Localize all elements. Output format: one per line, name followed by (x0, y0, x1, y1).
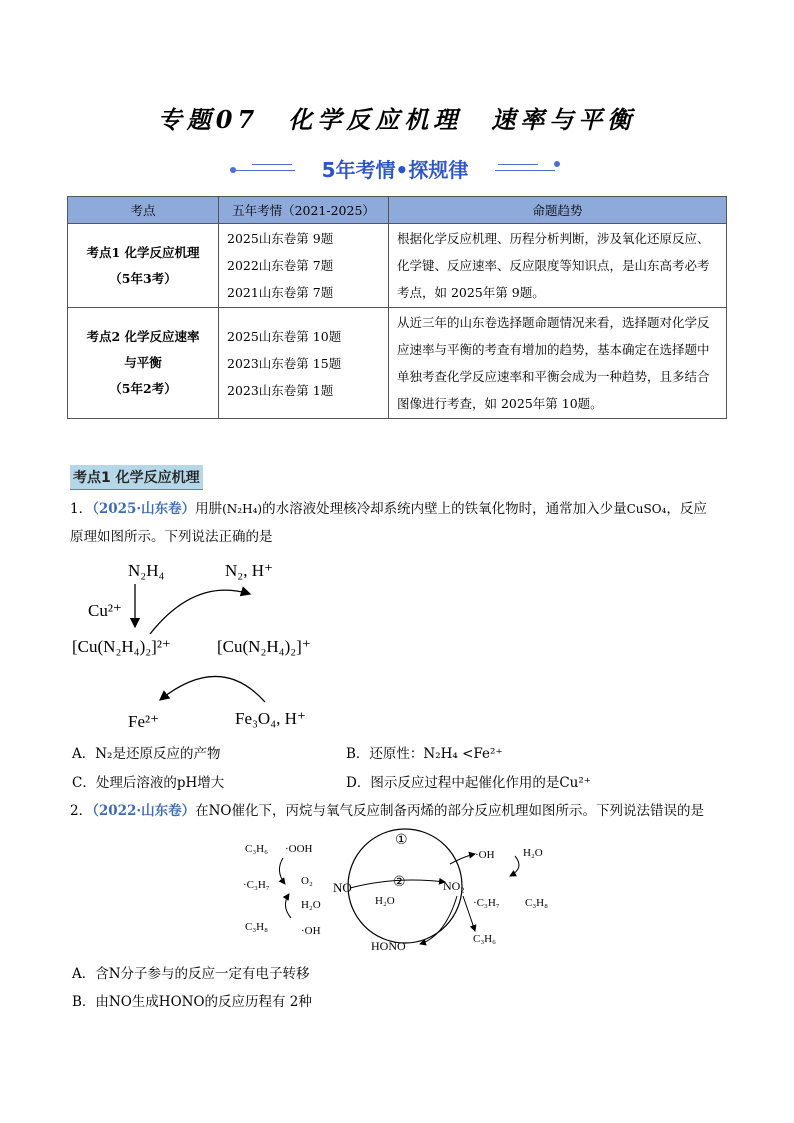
banner-line-left (235, 170, 295, 171)
arrow-top-arc (150, 590, 250, 634)
label-h2o: H₂O (523, 847, 543, 859)
label-no: NO (333, 880, 352, 895)
banner-text: 5年考情•探规律 (321, 158, 469, 182)
label-n2h4: N₂H₄ (128, 561, 165, 580)
question-text: 的水溶液处理核冷却系统内壁上的铁氧化物时，通常加入少量 (262, 501, 627, 517)
topic-name: 考点1 化学反应机理 (86, 244, 200, 260)
page-title: 专题07 化学反应机理 速率与平衡 (157, 105, 637, 134)
label-c3h8: C₃H₈ (525, 897, 548, 909)
question-source: （2025·山东卷） (92, 501, 196, 517)
formula: (N₂H₄) (222, 502, 263, 516)
topic-cell (68, 224, 219, 308)
label-oh: ·OH (475, 849, 495, 861)
label-fe3o4: Fe₃O₄, H⁺ (235, 709, 306, 728)
section-banner (230, 150, 560, 186)
formula: CuSO₄ (626, 502, 667, 516)
arrow (285, 894, 291, 918)
reaction-mechanism-diagram-1 (60, 552, 360, 737)
reaction-mechanism-diagram-2 (225, 826, 570, 956)
option-a: A．N₂是还原反应的产物 (72, 746, 221, 762)
exam-item: 2023山东卷第 1题 (227, 382, 334, 398)
label-ooh: ·OOH (285, 843, 313, 855)
question-text: ，反应 (666, 501, 707, 517)
option-a: A．含N分子参与的反应一定有电子转移 (72, 966, 310, 982)
exam-item: 2025山东卷第 9题 (227, 231, 334, 246)
exam-item: 2021山东卷第 7题 (227, 285, 334, 300)
label-h2o: H₂O (301, 899, 321, 911)
question-text: 用肼 (195, 501, 223, 517)
exam-item: 2023山东卷第 15题 (227, 355, 342, 371)
exams-cell (219, 224, 389, 308)
banner-line-left-2 (252, 164, 292, 165)
topic-cell (68, 308, 219, 419)
question-text: 原理如图所示。下列说法正确的是 (70, 529, 273, 545)
topic-count: （5年3考） (109, 270, 177, 286)
label-complex-1: [Cu(N₂H₄)₂]²⁺ (72, 637, 171, 656)
label-o2: O₂ (301, 875, 313, 887)
label-c3h7: ·C₃H₇ (473, 897, 500, 909)
label-cu2: Cu²⁺ (88, 601, 122, 620)
arrow (510, 856, 519, 876)
topic-name: 考点2 化学反应速率 (86, 329, 200, 344)
option-b: B．由NO生成HONO的反应历程有 2种 (72, 994, 312, 1010)
label-c3h6: C₃H₆ (245, 843, 268, 855)
option-d: D．图示反应过程中起催化作用的是Cu²⁺ (346, 775, 591, 791)
table-header: 五年考情（2021-2025） (219, 197, 389, 224)
option-b: B．还原性：N₂H₄ <Fe²⁺ (346, 746, 503, 762)
table-header: 考点 (68, 197, 219, 224)
label-no2: NO₂ (443, 879, 465, 893)
table-row (68, 308, 727, 419)
trend-cell: 根据化学反应机理、历程分析判断，涉及氧化还原反应、化学键、反应速率、反应限度等知识点，是山东高考必考考点，如 2025年第 9题。 (389, 224, 727, 308)
label-c3h7: ·C₃H₇ (243, 879, 270, 891)
option-c: C．处理后溶液的pH增大 (72, 775, 225, 791)
exam-item: 2022山东卷第 7题 (227, 258, 334, 273)
question-text: 在NO催化下，丙烷与氧气反应制备丙烯的部分反应机理如图所示。下列说法错误的是 (195, 803, 705, 819)
exam-item: 2025山东卷第 10题 (227, 328, 342, 344)
label-c3h6: C₃H₆ (473, 933, 496, 945)
step-2-label: ② (393, 875, 406, 890)
table-row (68, 224, 727, 308)
banner-line-right (495, 170, 555, 171)
topic-count: （5年2考） (109, 381, 177, 396)
label-hono: HONO (371, 939, 406, 953)
step-1-label: ① (395, 833, 408, 848)
arrow (279, 858, 285, 884)
label-complex-2: [Cu(N₂H₄)₂]⁺ (217, 637, 311, 656)
exams-cell (219, 308, 389, 419)
question-1-stem (70, 495, 730, 551)
question-number: 2． (70, 803, 93, 819)
section-heading: 考点1 化学反应机理 (70, 465, 203, 490)
label-h2o: H₂O (375, 895, 395, 907)
label-fe2: Fe²⁺ (128, 712, 160, 731)
exam-summary-table (67, 196, 727, 419)
topic-name-cont: 与平衡 (124, 355, 162, 370)
arrow-bottom-arc (160, 676, 265, 702)
question-source: （2022·山东卷） (92, 803, 196, 819)
label-oh: ·OH (301, 925, 321, 937)
question-number: 1． (70, 501, 93, 517)
table-header-row (68, 197, 727, 224)
trend-cell: 从近三年的山东卷选择题命题情况来看，选择题对化学反应速率与平衡的考查有增加的趋势，基本确定在选择题中单独考查化学反应速率和平衡会成为一种趋势，且多结合图像进行考查，如 2025年第 10题。 (389, 308, 727, 419)
table-header: 命题趋势 (389, 197, 727, 224)
label-c3h8: C₃H₈ (245, 921, 268, 933)
banner-dot-right (554, 161, 560, 167)
label-n2-h: N₂, H⁺ (225, 561, 273, 580)
banner-line-right-2 (498, 164, 538, 165)
question-2-stem (70, 797, 730, 825)
